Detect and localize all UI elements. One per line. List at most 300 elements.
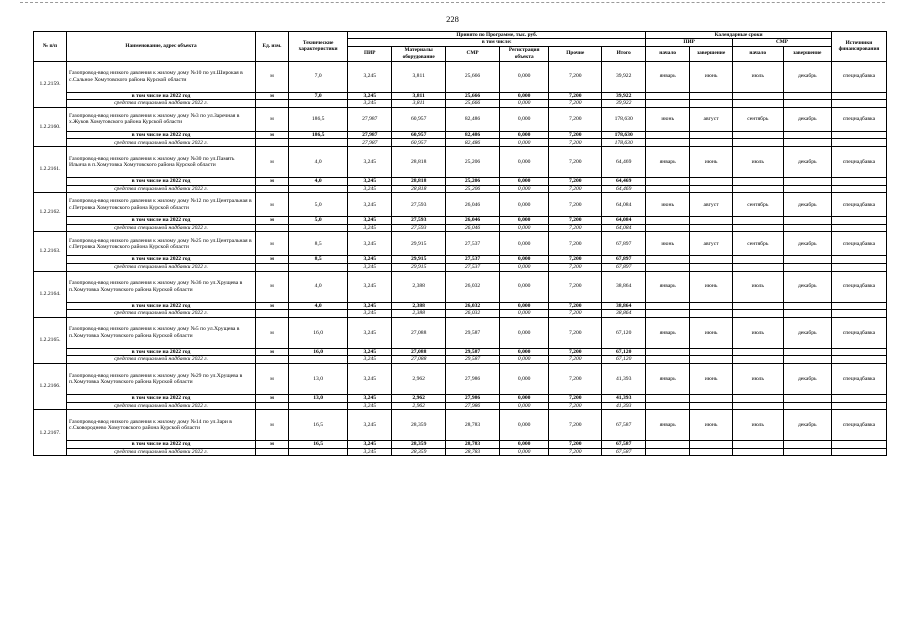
header-calendar: Календарные сроки [646,32,832,39]
smr-start-cell: сентябрь [733,193,784,217]
year-total-label: в том числе на 2022 год [66,131,255,139]
fund-total: 67,120 [602,356,646,364]
mat-cell: 28,818 [392,146,446,177]
pir-end-cell: август [690,193,733,217]
year-total-mat: 60,957 [392,131,446,139]
pir-end-cell: июнь [690,146,733,177]
header-other: Прочие [549,46,602,61]
year-total-mat: 29,915 [392,256,446,264]
fund-total: 67,587 [602,448,646,456]
header-reg: Регистрация объекта [499,46,548,61]
fund-label: средства специальной надбавки 2022 г. [66,139,255,147]
fund-label: средства специальной надбавки 2022 г. [66,356,255,364]
empty-cell [288,224,347,232]
pir-end-cell: июнь [690,363,733,394]
year-total-other: 7,200 [549,131,602,139]
year-total-pir: 3,245 [348,441,392,449]
tech-cell: 7,0 [288,61,347,92]
empty-cell [733,310,784,318]
smr-start-cell: июль [733,146,784,177]
total-cell: 64,084 [602,193,646,217]
pir-cell: 3,245 [348,271,392,302]
fund-smr: 27,537 [446,263,500,271]
pir-start-cell: январь [646,61,690,92]
empty-cell [646,139,690,147]
empty-cell [733,394,784,402]
pir-cell: 3,245 [348,61,392,92]
empty-cell [831,394,886,402]
header-start-smr: начало [733,46,784,61]
empty-cell [831,177,886,185]
empty-cell [690,263,733,271]
empty-cell [831,402,886,410]
object-number: 1.2.2167. [34,410,67,456]
tech-cell: 13,0 [288,363,347,394]
fund-total: 64,469 [602,185,646,193]
year-total-total: 178,630 [602,131,646,139]
empty-cell [831,441,886,449]
table-row [34,232,887,256]
smr-cell: 82,486 [446,107,500,131]
fund-smr: 28,783 [446,448,500,456]
year-total-unit: м [256,348,289,356]
pir-cell: 3,245 [348,410,392,441]
year-total-pir: 3,245 [348,217,392,225]
year-total-other: 7,200 [549,441,602,449]
empty-cell [690,100,733,108]
empty-cell [690,224,733,232]
fund-other: 7,200 [549,402,602,410]
unit-cell: м [256,146,289,177]
year-total-unit: м [256,394,289,402]
reg-cell: 0,000 [499,146,548,177]
year-total-reg: 0,000 [499,177,548,185]
fund-mat: 2,388 [392,310,446,318]
year-total-mat: 28,818 [392,177,446,185]
fund-pir: 3,245 [348,310,392,318]
total-cell: 67,587 [602,410,646,441]
mat-cell: 3,811 [392,61,446,92]
empty-cell [690,256,733,264]
fund-reg: 0,000 [499,139,548,147]
empty-cell [783,131,831,139]
empty-cell [646,441,690,449]
table-row-fund [34,224,887,232]
header-program: Принято по Программе, тыс. руб. [348,32,646,39]
year-total-label: в том числе на 2022 год [66,256,255,264]
empty-cell [831,224,886,232]
empty-cell [831,217,886,225]
pir-start-cell: июнь [646,193,690,217]
year-total-pir: 3,245 [348,256,392,264]
smr-cell: 25,206 [446,146,500,177]
pir-end-cell: июнь [690,271,733,302]
fund-pir: 3,245 [348,100,392,108]
fund-smr: 29,587 [446,356,500,364]
empty-cell [288,356,347,364]
empty-cell [733,402,784,410]
fund-pir: 3,245 [348,448,392,456]
empty-cell [783,177,831,185]
smr-start-cell: июль [733,410,784,441]
empty-cell [690,441,733,449]
empty-cell [256,448,289,456]
source-cell: спецнадбавка [831,271,886,302]
smr-end-cell: декабрь [783,146,831,177]
empty-cell [733,100,784,108]
pir-start-cell: январь [646,363,690,394]
total-cell: 41,393 [602,363,646,394]
object-number: 1.2.2166. [34,363,67,409]
smr-end-cell: декабрь [783,317,831,348]
table-row [34,410,887,441]
empty-cell [288,402,347,410]
table-row [34,146,887,177]
empty-cell [783,263,831,271]
empty-cell [256,402,289,410]
header-unit: Ед. изм. [256,32,289,62]
empty-cell [646,348,690,356]
fund-mat: 27,593 [392,224,446,232]
reg-cell: 0,000 [499,107,548,131]
fund-other: 7,200 [549,100,602,108]
empty-cell [783,310,831,318]
object-number: 1.2.2161. [34,146,67,192]
object-number: 1.2.2165. [34,317,67,363]
year-total-unit: м [256,217,289,225]
total-cell: 67,120 [602,317,646,348]
tech-cell: 186,5 [288,107,347,131]
year-total-total: 67,587 [602,441,646,449]
year-total-pir: 3,245 [348,348,392,356]
empty-cell [783,302,831,310]
empty-cell [646,302,690,310]
year-total-smr: 28,783 [446,441,500,449]
fund-mat: 2,962 [392,402,446,410]
total-cell: 64,469 [602,146,646,177]
total-cell: 39,922 [602,61,646,92]
empty-cell [733,263,784,271]
empty-cell [733,92,784,100]
empty-cell [783,100,831,108]
fund-pir: 3,245 [348,263,392,271]
pir-end-cell: июнь [690,61,733,92]
year-total-other: 7,200 [549,177,602,185]
empty-cell [256,139,289,147]
empty-cell [646,224,690,232]
year-total-pir: 3,245 [348,302,392,310]
table-row-year-total [34,131,887,139]
pir-cell: 3,245 [348,363,392,394]
year-total-mat: 27,088 [392,348,446,356]
smr-cell: 25,666 [446,61,500,92]
fund-label: средства специальной надбавки 2022 г. [66,100,255,108]
year-total-smr: 82,486 [446,131,500,139]
year-total-mat: 3,811 [392,92,446,100]
empty-cell [733,177,784,185]
table-row-fund [34,263,887,271]
year-total-other: 7,200 [549,92,602,100]
object-name: Газопровод-ввод низкого давления к жилому дому №36 по ул.Хрущева в п.Хомутовка Хомутовского района Курской области [66,271,255,302]
year-total-other: 7,200 [549,217,602,225]
pir-cell: 3,245 [348,232,392,256]
year-total-unit: м [256,256,289,264]
year-total-total: 64,469 [602,177,646,185]
empty-cell [288,263,347,271]
empty-cell [831,100,886,108]
year-total-tech: 4,0 [288,177,347,185]
empty-cell [733,256,784,264]
object-name: Газопровод-ввод низкого давления к жилому дому №10 по ул.Широкая в с.Сальное Хомутовского района Курской области [66,61,255,92]
unit-cell: м [256,410,289,441]
empty-cell [646,100,690,108]
year-total-reg: 0,000 [499,217,548,225]
empty-cell [690,394,733,402]
fund-pir: 3,245 [348,356,392,364]
year-total-other: 7,200 [549,256,602,264]
mat-cell: 27,088 [392,317,446,348]
other-cell: 7,200 [549,410,602,441]
empty-cell [783,348,831,356]
empty-cell [831,263,886,271]
year-total-label: в том числе на 2022 год [66,177,255,185]
year-total-mat: 27,593 [392,217,446,225]
header-end-smr: завершение [783,46,831,61]
year-total-unit: м [256,302,289,310]
empty-cell [733,217,784,225]
empty-cell [646,448,690,456]
object-name: Газопровод-ввод низкого давления к жилому дому №5 по ул.Хрущева в п.Хомутовка Хомутовского района Курской области [66,317,255,348]
year-total-reg: 0,000 [499,131,548,139]
source-cell: спецнадбавка [831,317,886,348]
reg-cell: 0,000 [499,193,548,217]
empty-cell [733,302,784,310]
table-row-fund [34,185,887,193]
year-total-total: 64,084 [602,217,646,225]
year-total-reg: 0,000 [499,348,548,356]
pir-start-cell: июнь [646,232,690,256]
empty-cell [783,356,831,364]
empty-cell [690,302,733,310]
empty-cell [646,394,690,402]
pir-cell: 3,245 [348,146,392,177]
empty-cell [831,302,886,310]
other-cell: 7,200 [549,107,602,131]
table-row-fund [34,310,887,318]
source-cell: спецнадбавка [831,193,886,217]
empty-cell [831,356,886,364]
unit-cell: м [256,232,289,256]
empty-cell [288,100,347,108]
empty-cell [733,356,784,364]
header-smr: СМР [446,46,500,61]
pir-end-cell: июнь [690,410,733,441]
fund-smr: 25,666 [446,100,500,108]
header-cal-pir: ПИР [646,39,733,46]
year-total-tech: 16,0 [288,348,347,356]
smr-end-cell: декабрь [783,410,831,441]
other-cell: 7,200 [549,193,602,217]
header-name: Наименование, адрес объекта [66,32,255,62]
empty-cell [690,139,733,147]
other-cell: 7,200 [549,232,602,256]
fund-mat: 27,088 [392,356,446,364]
table-row-fund [34,100,887,108]
source-cell: спецнадбавка [831,146,886,177]
table-header [34,32,887,62]
empty-cell [646,256,690,264]
fund-reg: 0,000 [499,263,548,271]
empty-cell [831,348,886,356]
smr-end-cell: декабрь [783,61,831,92]
empty-cell [690,177,733,185]
fund-total: 41,393 [602,402,646,410]
fund-pir: 3,245 [348,402,392,410]
smr-end-cell: декабрь [783,363,831,394]
empty-cell [646,310,690,318]
smr-start-cell: сентябрь [733,107,784,131]
year-total-label: в том числе на 2022 год [66,217,255,225]
year-total-pir: 3,245 [348,394,392,402]
empty-cell [831,256,886,264]
fund-smr: 82,486 [446,139,500,147]
smr-cell: 29,587 [446,317,500,348]
year-total-label: в том числе на 2022 год [66,302,255,310]
empty-cell [690,356,733,364]
smr-end-cell: декабрь [783,107,831,131]
table-row-fund [34,448,887,456]
year-total-other: 7,200 [549,348,602,356]
fund-other: 7,200 [549,448,602,456]
empty-cell [256,356,289,364]
header-tech: Технические характеристики [288,32,347,62]
empty-cell [288,448,347,456]
source-cell: спецнадбавка [831,363,886,394]
smr-start-cell: июль [733,317,784,348]
empty-cell [690,92,733,100]
table-row-fund [34,356,887,364]
table-row-year-total [34,177,887,185]
reg-cell: 0,000 [499,271,548,302]
table-row-year-total [34,348,887,356]
header-incl: в том числе: [348,39,646,46]
fund-reg: 0,000 [499,100,548,108]
table-row-year-total [34,441,887,449]
empty-cell [831,131,886,139]
year-total-reg: 0,000 [499,92,548,100]
fund-reg: 0,000 [499,224,548,232]
fund-reg: 0,000 [499,310,548,318]
fund-other: 7,200 [549,185,602,193]
pir-cell: 3,245 [348,317,392,348]
empty-cell [831,448,886,456]
total-cell: 178,630 [602,107,646,131]
fund-label: средства специальной надбавки 2022 г. [66,402,255,410]
fund-smr: 26,046 [446,224,500,232]
fund-smr: 26,032 [446,310,500,318]
empty-cell [783,217,831,225]
empty-cell [288,310,347,318]
empty-cell [783,92,831,100]
pir-start-cell: июнь [646,107,690,131]
other-cell: 7,200 [549,61,602,92]
table-body [34,61,887,456]
smr-start-cell: июль [733,363,784,394]
year-total-smr: 25,206 [446,177,500,185]
object-number: 1.2.2164. [34,271,67,317]
empty-cell [690,217,733,225]
year-total-mat: 2,388 [392,302,446,310]
fund-reg: 0,000 [499,356,548,364]
fund-total: 67,897 [602,263,646,271]
empty-cell [831,92,886,100]
smr-start-cell: июль [733,271,784,302]
empty-cell [783,139,831,147]
year-total-unit: м [256,131,289,139]
fund-mat: 28,359 [392,448,446,456]
year-total-tech: 8,5 [288,256,347,264]
smr-cell: 27,537 [446,232,500,256]
year-total-tech: 186,5 [288,131,347,139]
fund-pir: 3,245 [348,185,392,193]
empty-cell [256,224,289,232]
empty-cell [831,139,886,147]
table-row [34,317,887,348]
smr-cell: 26,032 [446,271,500,302]
pir-start-cell: январь [646,146,690,177]
fund-label: средства специальной надбавки 2022 г. [66,185,255,193]
unit-cell: м [256,61,289,92]
object-name: Газопровод-ввод низкого давления к жилому дому №29 по ул.Хрущева в п.Хомутовка Хомутовского района Курской области [66,363,255,394]
smr-cell: 28,783 [446,410,500,441]
year-total-tech: 4,0 [288,302,347,310]
mat-cell: 27,593 [392,193,446,217]
empty-cell [288,185,347,193]
empty-cell [256,263,289,271]
object-number: 1.2.2160. [34,107,67,146]
source-cell: спецнадбавка [831,232,886,256]
pir-end-cell: август [690,107,733,131]
year-total-reg: 0,000 [499,394,548,402]
pir-cell: 3,245 [348,193,392,217]
empty-cell [733,441,784,449]
year-total-label: в том числе на 2022 год [66,92,255,100]
fund-pir: 3,245 [348,224,392,232]
smr-end-cell: декабрь [783,271,831,302]
year-total-total: 67,897 [602,256,646,264]
table-row [34,107,887,131]
empty-cell [256,185,289,193]
year-total-pir: 27,987 [348,131,392,139]
object-name: Газопровод-ввод низкого давления к жилому дому №30 по ул.Память Ильича в п.Хомутовка Хомутовского района Курской области [66,146,255,177]
fund-other: 7,200 [549,310,602,318]
fund-total: 64,084 [602,224,646,232]
year-total-tech: 5,0 [288,217,347,225]
smr-start-cell: сентябрь [733,232,784,256]
header-pir: ПИР [348,46,392,61]
empty-cell [690,448,733,456]
empty-cell [646,92,690,100]
empty-cell [783,256,831,264]
empty-cell [646,263,690,271]
empty-cell [646,185,690,193]
year-total-total: 38,864 [602,302,646,310]
fund-total: 178,630 [602,139,646,147]
empty-cell [288,139,347,147]
object-number: 1.2.2163. [34,232,67,271]
empty-cell [646,177,690,185]
year-total-reg: 0,000 [499,302,548,310]
